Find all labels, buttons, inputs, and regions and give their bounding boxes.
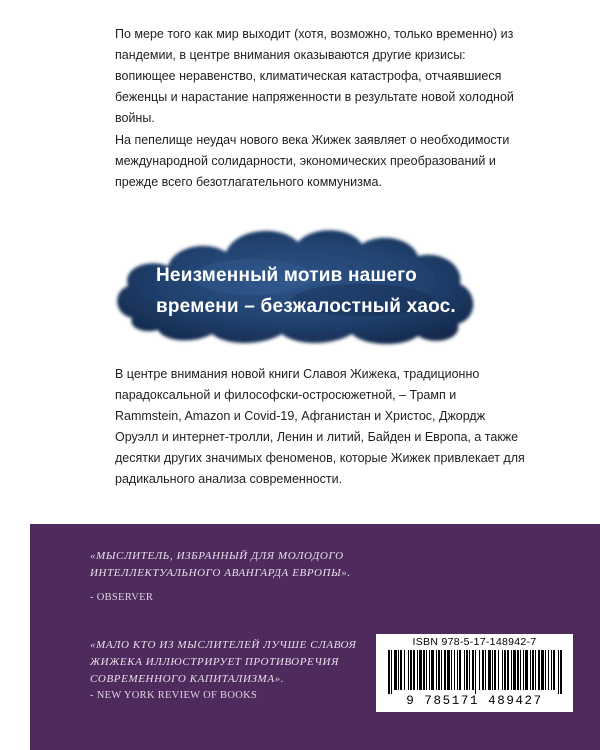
- barcode-bar: [492, 650, 493, 690]
- review-source-observer: - OBSERVER: [90, 592, 154, 603]
- barcode-bar: [417, 650, 418, 690]
- barcode-bar: [488, 650, 491, 690]
- barcode-digits: 9 785171 489427: [406, 694, 543, 708]
- barcode-bar: [464, 650, 465, 690]
- barcode-bar: [419, 650, 422, 690]
- second-paragraph: На пепелище неудач нового века Жижек заявляет о необходимости международной солидарности, экономических преобразований и прежде всего безотлагательного коммунизма.: [115, 133, 510, 189]
- barcode-bar: [441, 650, 442, 690]
- barcode-bar: [545, 650, 546, 690]
- barcode-bar: [466, 650, 468, 690]
- barcode-bar: [429, 650, 430, 690]
- barcode-bars: [384, 650, 565, 694]
- barcode-bar: [400, 650, 402, 690]
- barcode-bar: [459, 650, 461, 690]
- barcode-bar: [517, 650, 519, 690]
- highlight-line-1: Неизменный мотив нашего: [156, 265, 417, 286]
- barcode-bar: [538, 650, 540, 690]
- barcode-bar: [494, 650, 496, 690]
- barcode-bar: [525, 650, 528, 690]
- barcode-bar: [530, 650, 531, 690]
- barcode-bar: [479, 650, 480, 690]
- barcode-bar: [404, 650, 405, 690]
- barcode-bar: [482, 650, 484, 690]
- barcode-bar: [504, 650, 506, 690]
- barcode-bar: [394, 650, 397, 690]
- barcode-bar: [558, 650, 559, 694]
- barcode-bar: [438, 650, 440, 690]
- barcode-bar: [388, 650, 390, 694]
- barcode-bar: [413, 650, 415, 690]
- barcode-bar: [485, 650, 486, 690]
- isbn-label: ISBN 978-5-17-148942-7: [412, 636, 537, 648]
- barcode-bar: [436, 650, 437, 690]
- intro-paragraph: По мере того как мир выходит (хотя, возможно, только временно) из пандемии, в центре внимания оказываются другие кризисы: вопиющее неравенство, климатическая катастрофа, отчаявшиеся беженцы и нарастание напряженности в результате новой холодной войны.: [115, 27, 514, 125]
- barcode-bar: [551, 650, 552, 690]
- barcode-bar: [447, 650, 450, 690]
- barcode-bar: [535, 650, 536, 690]
- review-source-nyrb: - NEW YORK REVIEW OF BOOKS: [90, 690, 258, 701]
- review-quote-nyrb: «МАЛО КТО ИЗ МЫСЛИТЕЛЕЙ ЛУЧШЕ СЛАВОЯ ЖИЖЕКА ИЛЛЮСТРИРУЕТ ПРОТИВОРЕЧИЯ СОВРЕМЕННОГО КАПИТАЛИЗМА».: [90, 639, 357, 685]
- review-quote-observer: «МЫСЛИТЕЛЬ, ИЗБРАННЫЙ ДЛЯ МОЛОДОГО ИНТЕЛЛЕКТУАЛЬНОГО АВАНГАРДА ЕВРОПЫ».: [90, 550, 351, 579]
- barcode-bar: [532, 650, 534, 690]
- barcode-bar: [498, 650, 499, 690]
- barcode-bar: [457, 650, 458, 690]
- barcode-bar: [553, 650, 555, 690]
- barcode-bar: [507, 650, 509, 690]
- barcode-bar: [513, 650, 516, 690]
- barcode-bar: [475, 650, 476, 694]
- highlight-line-2: времени – безжалостный хаос.: [156, 296, 456, 317]
- barcode-bar: [454, 650, 455, 690]
- barcode-bar: [444, 650, 446, 690]
- barcode-bar: [410, 650, 412, 690]
- third-paragraph: В центре внимания новой книги Славоя Жижека, традиционно парадоксальной и философски-остросюжетной, – Трамп и Rammstein, Amazon и Covid-19, Афганистан и Христос, Джордж Оруэлл и интернет-тролли, Ленин и литий, Байден и Европа, а также десятки других значимых феноменов, которые Жижек привлекает для радикального анализа современности.: [115, 367, 525, 486]
- barcode-bar: [426, 650, 427, 690]
- barcode-bar: [560, 650, 562, 694]
- barcode-bar: [520, 650, 521, 690]
- barcode-block: [376, 634, 573, 712]
- highlight-quote: [156, 260, 476, 322]
- barcode-bar: [548, 650, 549, 690]
- barcode-bar: [391, 650, 392, 694]
- barcode-bar: [502, 650, 503, 690]
- barcode-bar: [541, 650, 544, 690]
- barcode-bar: [408, 650, 409, 690]
- barcode-bar: [472, 650, 474, 690]
- barcode-bar: [431, 650, 434, 690]
- barcode-bar: [469, 650, 470, 690]
- barcode-bar: [451, 650, 452, 690]
- barcode-bar: [423, 650, 425, 690]
- barcode-bar: [511, 650, 512, 690]
- barcode-bar: [523, 650, 524, 690]
- barcode-bar: [398, 650, 399, 690]
